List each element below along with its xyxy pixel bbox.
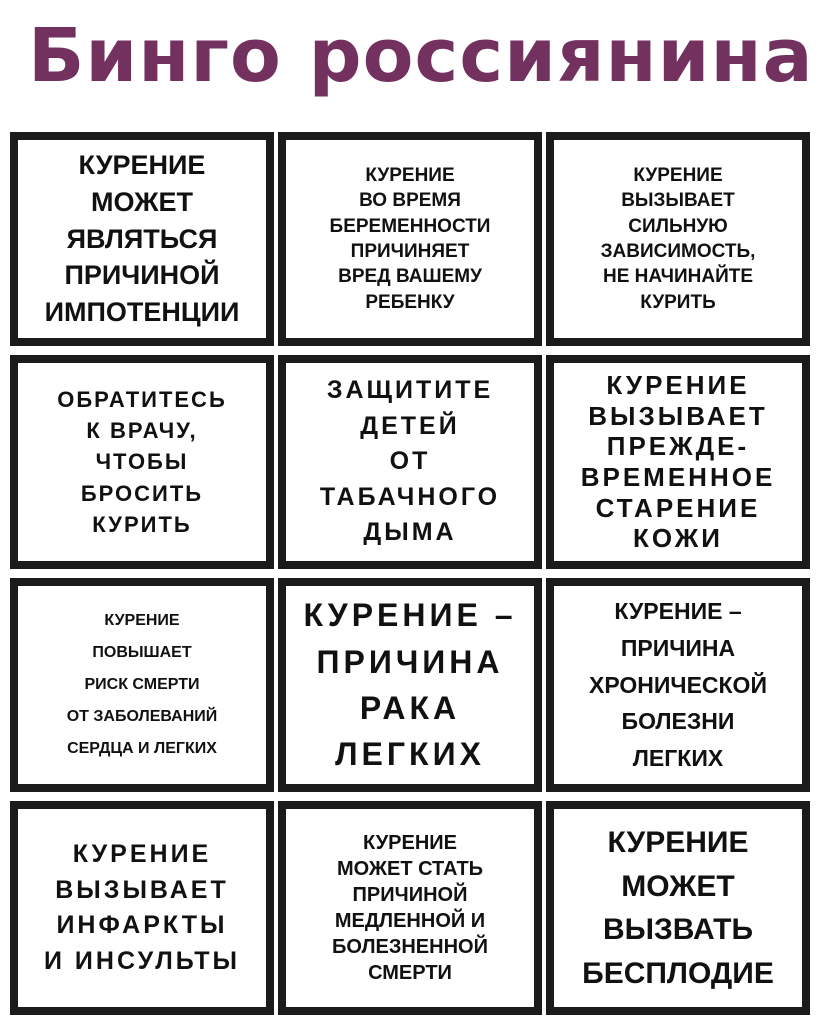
warning-text: КУРЕНИЕ ВО ВРЕМЯ БЕРЕМЕННОСТИ ПРИЧИНЯЕТ ВРЕД ВАШЕМУ РЕБЕНКУ xyxy=(286,140,534,338)
bingo-cell xyxy=(278,801,542,1015)
warning-text: ОБРАТИТЕСЬ К ВРАЧУ, ЧТОБЫ БРОСИТЬ КУРИТЬ xyxy=(18,363,266,561)
bingo-cell xyxy=(546,578,810,792)
warning-text: КУРЕНИЕ МОЖЕТ СТАТЬ ПРИЧИНОЙ МЕДЛЕННОЙ И БОЛЕЗНЕННОЙ СМЕРТИ xyxy=(286,809,534,1007)
bingo-cell xyxy=(546,132,810,346)
warning-text: КУРЕНИЕ – ПРИЧИНА РАКА ЛЕГКИХ xyxy=(286,586,534,784)
bingo-cell xyxy=(278,132,542,346)
bingo-cell xyxy=(10,355,274,569)
warning-text: ЗАЩИТИТЕ ДЕТЕЙ ОТ ТАБАЧНОГО ДЫМА xyxy=(286,363,534,561)
warning-text: КУРЕНИЕ МОЖЕТ ВЫЗВАТЬ БЕСПЛОДИЕ xyxy=(554,809,802,1007)
warning-text: КУРЕНИЕ МОЖЕТ ЯВЛЯТЬСЯ ПРИЧИНОЙ ИМПОТЕНЦИИ xyxy=(18,140,266,338)
warning-text: КУРЕНИЕ – ПРИЧИНА ХРОНИЧЕСКОЙ БОЛЕЗНИ ЛЕГКИХ xyxy=(554,586,802,784)
bingo-cell xyxy=(278,578,542,792)
bingo-cell xyxy=(10,801,274,1015)
warning-text: КУРЕНИЕ ВЫЗЫВАЕТ СИЛЬНУЮ ЗАВИСИМОСТЬ, НЕ НАЧИНАЙТЕ КУРИТЬ xyxy=(554,140,802,338)
bingo-cell xyxy=(546,801,810,1015)
bingo-grid xyxy=(10,132,810,1017)
warning-text: КУРЕНИЕ ВЫЗЫВАЕТ ПРЕЖДЕ- ВРЕМЕННОЕ СТАРЕНИЕ КОЖИ xyxy=(554,363,802,561)
bingo-cell xyxy=(546,355,810,569)
bingo-cell xyxy=(10,578,274,792)
bingo-cell xyxy=(278,355,542,569)
page-title: Бинго россиянина xyxy=(28,13,814,99)
warning-text: КУРЕНИЕ ПОВЫШАЕТ РИСК СМЕРТИ ОТ ЗАБОЛЕВАНИЙ СЕРДЦА И ЛЕГКИХ xyxy=(18,586,266,784)
bingo-cell xyxy=(10,132,274,346)
warning-text: КУРЕНИЕ ВЫЗЫВАЕТ ИНФАРКТЫ И ИНСУЛЬТЫ xyxy=(18,809,266,1007)
